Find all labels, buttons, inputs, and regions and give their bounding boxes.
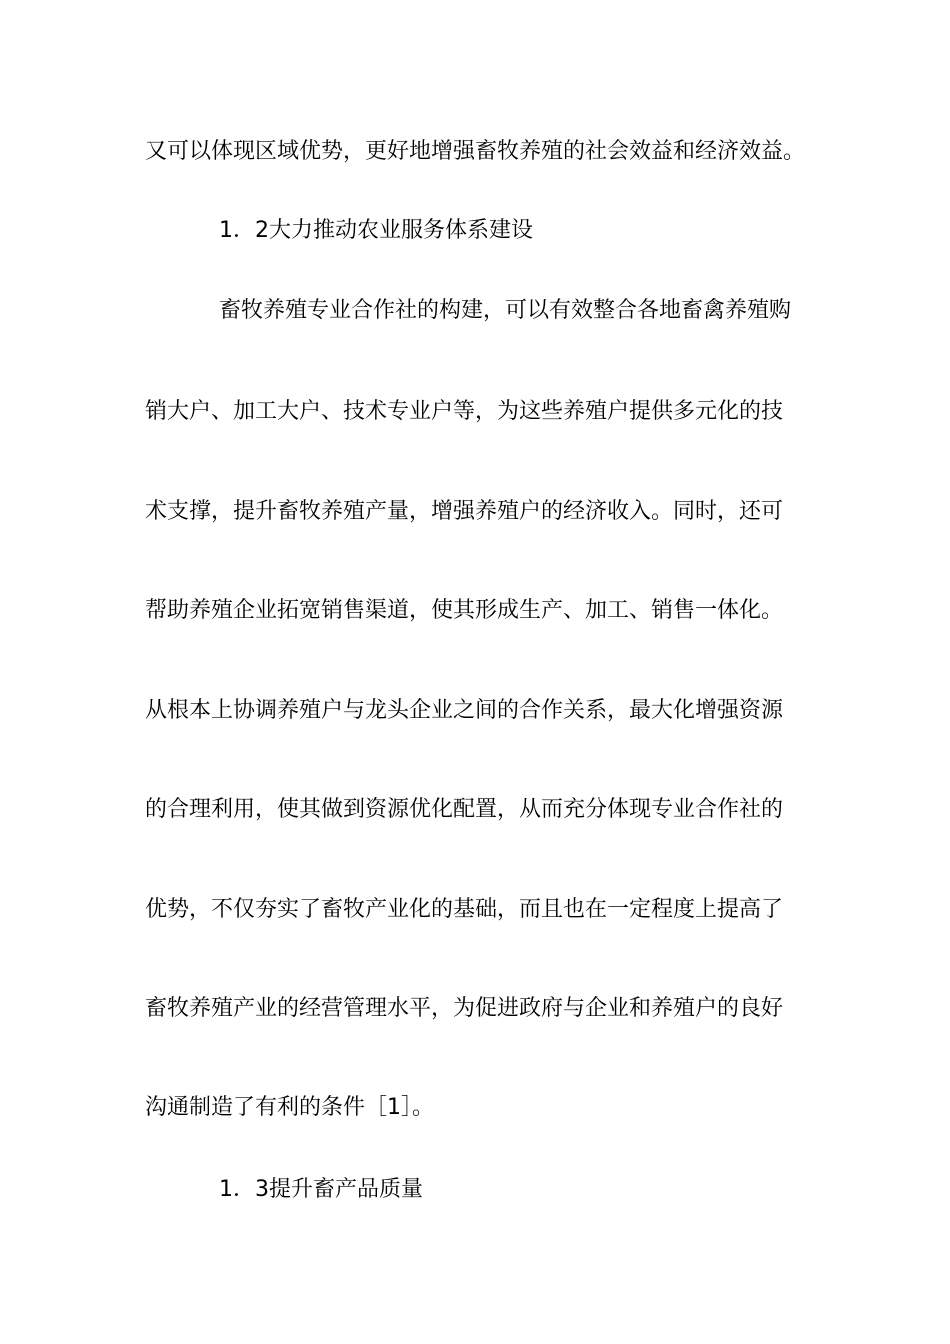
section-heading: 1．2大力推动农业服务体系建设 [219, 218, 533, 243]
paragraph-line: 术支撑，提升畜牧养殖产量，增强养殖户的经济收入。同时，还可 [145, 499, 784, 524]
paragraph-line: 的合理利用，使其做到资源优化配置，从而充分体现专业合作社的 [145, 797, 784, 822]
paragraph-line: 优势，不仅夯实了畜牧产业化的基础，而且也在一定程度上提高了 [145, 897, 784, 922]
paragraph-line: 从根本上协调养殖户与龙头企业之间的合作关系，最大化增强资源 [145, 698, 784, 723]
section-heading: 1．3提升畜产品质量 [219, 1177, 423, 1202]
paragraph-line: 沟通制造了有利的条件［1］。 [145, 1095, 434, 1120]
paragraph-line: 帮助养殖企业拓宽销售渠道，使其形成生产、加工、销售一体化。 [145, 598, 784, 623]
paragraph-line: 销大户、加工大户、技术专业户等，为这些养殖户提供多元化的技 [145, 399, 784, 424]
paragraph-line: 畜牧养殖专业合作社的构建，可以有效整合各地畜禽养殖购 [219, 298, 792, 323]
paragraph-line: 又可以体现区域优势，更好地增强畜牧养殖的社会效益和经济效益。 [145, 139, 806, 164]
paragraph-line: 畜牧养殖产业的经营管理水平，为促进政府与企业和养殖户的良好 [145, 996, 784, 1021]
